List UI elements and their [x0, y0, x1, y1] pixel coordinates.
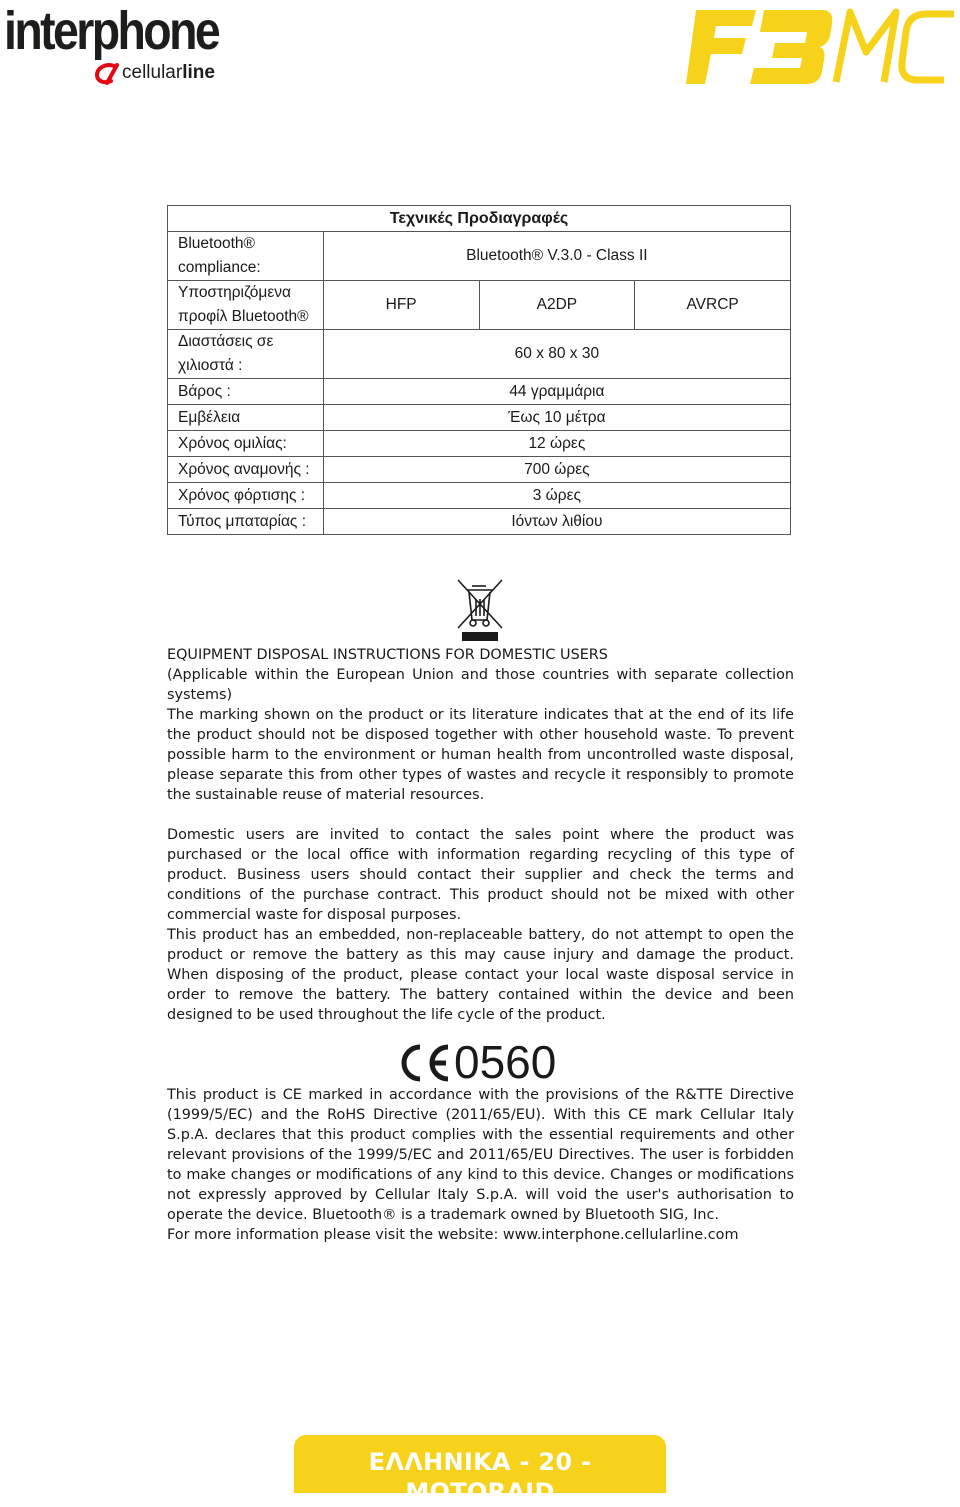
spec-value: 700 ώρες [323, 457, 790, 483]
table-row [168, 379, 791, 405]
spec-table [167, 205, 791, 535]
spec-value: 44 γραμμάρια [323, 379, 790, 405]
spec-value: 60 x 80 x 30 [323, 330, 790, 379]
spec-table-title: Τεχνικές Προδιαγραφές [168, 206, 791, 232]
profile-avrcp: AVRCP [635, 281, 791, 330]
disposal-scope: (Applicable within the European Union and those countries with separate collection systems) [167, 667, 794, 703]
spec-label: Βάρος : [168, 379, 324, 405]
spec-label: Εμβέλεια [168, 405, 324, 431]
table-row [168, 405, 791, 431]
table-row [168, 232, 791, 281]
spec-label: Διαστάσεις σε χιλιοστά : [168, 330, 324, 379]
disposal-paragraph: The marking shown on the product or its literature indicates that at the end of its life the product should not be disposed together with other household waste. To prevent possible harm to the environment or human health from uncontrolled waste disposal, please separate this from other types of wastes and recycle it responsibly to promote the sustainable reuse of material resources. [167, 707, 794, 803]
spec-value: 12 ώρες [323, 431, 790, 457]
interphone-logo [4, 2, 234, 88]
spec-value: Ιόντων λιθίου [323, 509, 790, 535]
ce-mark [398, 1036, 558, 1088]
table-row [168, 431, 791, 457]
ce-notified-body-number: 0560 [454, 1036, 557, 1088]
table-row [168, 483, 791, 509]
domestic-paragraph: Domestic users are invited to contact the sales point where the product was purchased or the local office with information regarding recycling of this type of product. Business users should contact their supplier and check the terms and conditions of the purchase contract. This product should not be mixed with other commercial waste for disposal purposes. [167, 827, 794, 923]
spec-label: Τύπος μπαταρίας : [168, 509, 324, 535]
cellularline-swoosh-icon [94, 63, 120, 85]
ce-declaration-section [167, 1085, 794, 1245]
disposal-heading: EQUIPMENT DISPOSAL INSTRUCTIONS FOR DOMESTIC USERS [167, 647, 608, 663]
domestic-users-section [167, 825, 794, 1025]
table-row [168, 330, 791, 379]
spec-value: 3 ώρες [323, 483, 790, 509]
profile-a2dp: A2DP [479, 281, 635, 330]
table-row [168, 457, 791, 483]
footer-banner [294, 1435, 666, 1506]
brand-sub-prefix: cellular [122, 62, 183, 83]
spec-value: Έως 10 μέτρα [323, 405, 790, 431]
table-row [168, 509, 791, 535]
brand-name: interphone [4, 1, 219, 61]
footer-page-label: ΕΛΛΗΝΙΚΑ - 20 - MOTORAID [368, 1448, 592, 1506]
spec-label: Χρόνος φόρτισης : [168, 483, 324, 509]
spec-label: Υποστηριζόμενα προφίλ Bluetooth® [168, 281, 324, 330]
spec-label: Χρόνος αναμονής : [168, 457, 324, 483]
profile-hfp: HFP [323, 281, 479, 330]
crossed-out-wheelie-bin-icon [456, 578, 506, 644]
brand-sub-bold: line [182, 62, 215, 83]
table-row [168, 281, 791, 330]
ce-paragraph: This product is CE marked in accordance with the provisions of the R&TTE Directive (1999/5/EC) and the RoHS Directive (2011/65/EU). With this CE mark Cellular Italy S.p.A. declares that this product complies with the essential requirements and other relevant provisions of the 1999/5/EC and 2011/65/EU Directives. The user is forbidden to make changes or modifications of any kind to this device. Changes or modifications not expressly approved by Cellular Italy S.p.A. will void the user's authorisation to operate the device. Bluetooth® is a trademark owned by Bluetooth SIG, Inc. [167, 1087, 794, 1223]
spec-label: Χρόνος ομιλίας: [168, 431, 324, 457]
ce-mark-icon [398, 1043, 452, 1083]
f3mc-logo [686, 2, 958, 88]
website-line: For more information please visit the website: www.interphone.cellularline.com [167, 1227, 739, 1243]
spec-label: Bluetooth® compliance: [168, 232, 324, 281]
spec-value: Bluetooth® V.3.0 - Class II [323, 232, 790, 281]
battery-paragraph: This product has an embedded, non-replaceable battery, do not attempt to open the product or remove the battery as this may cause injury and damage the product. When disposing of the product, please contact your local waste disposal service in order to remove the battery. The battery contained within the device and been designed to be used throughout the life cycle of the product. [167, 927, 794, 1023]
disposal-instructions [167, 645, 794, 805]
